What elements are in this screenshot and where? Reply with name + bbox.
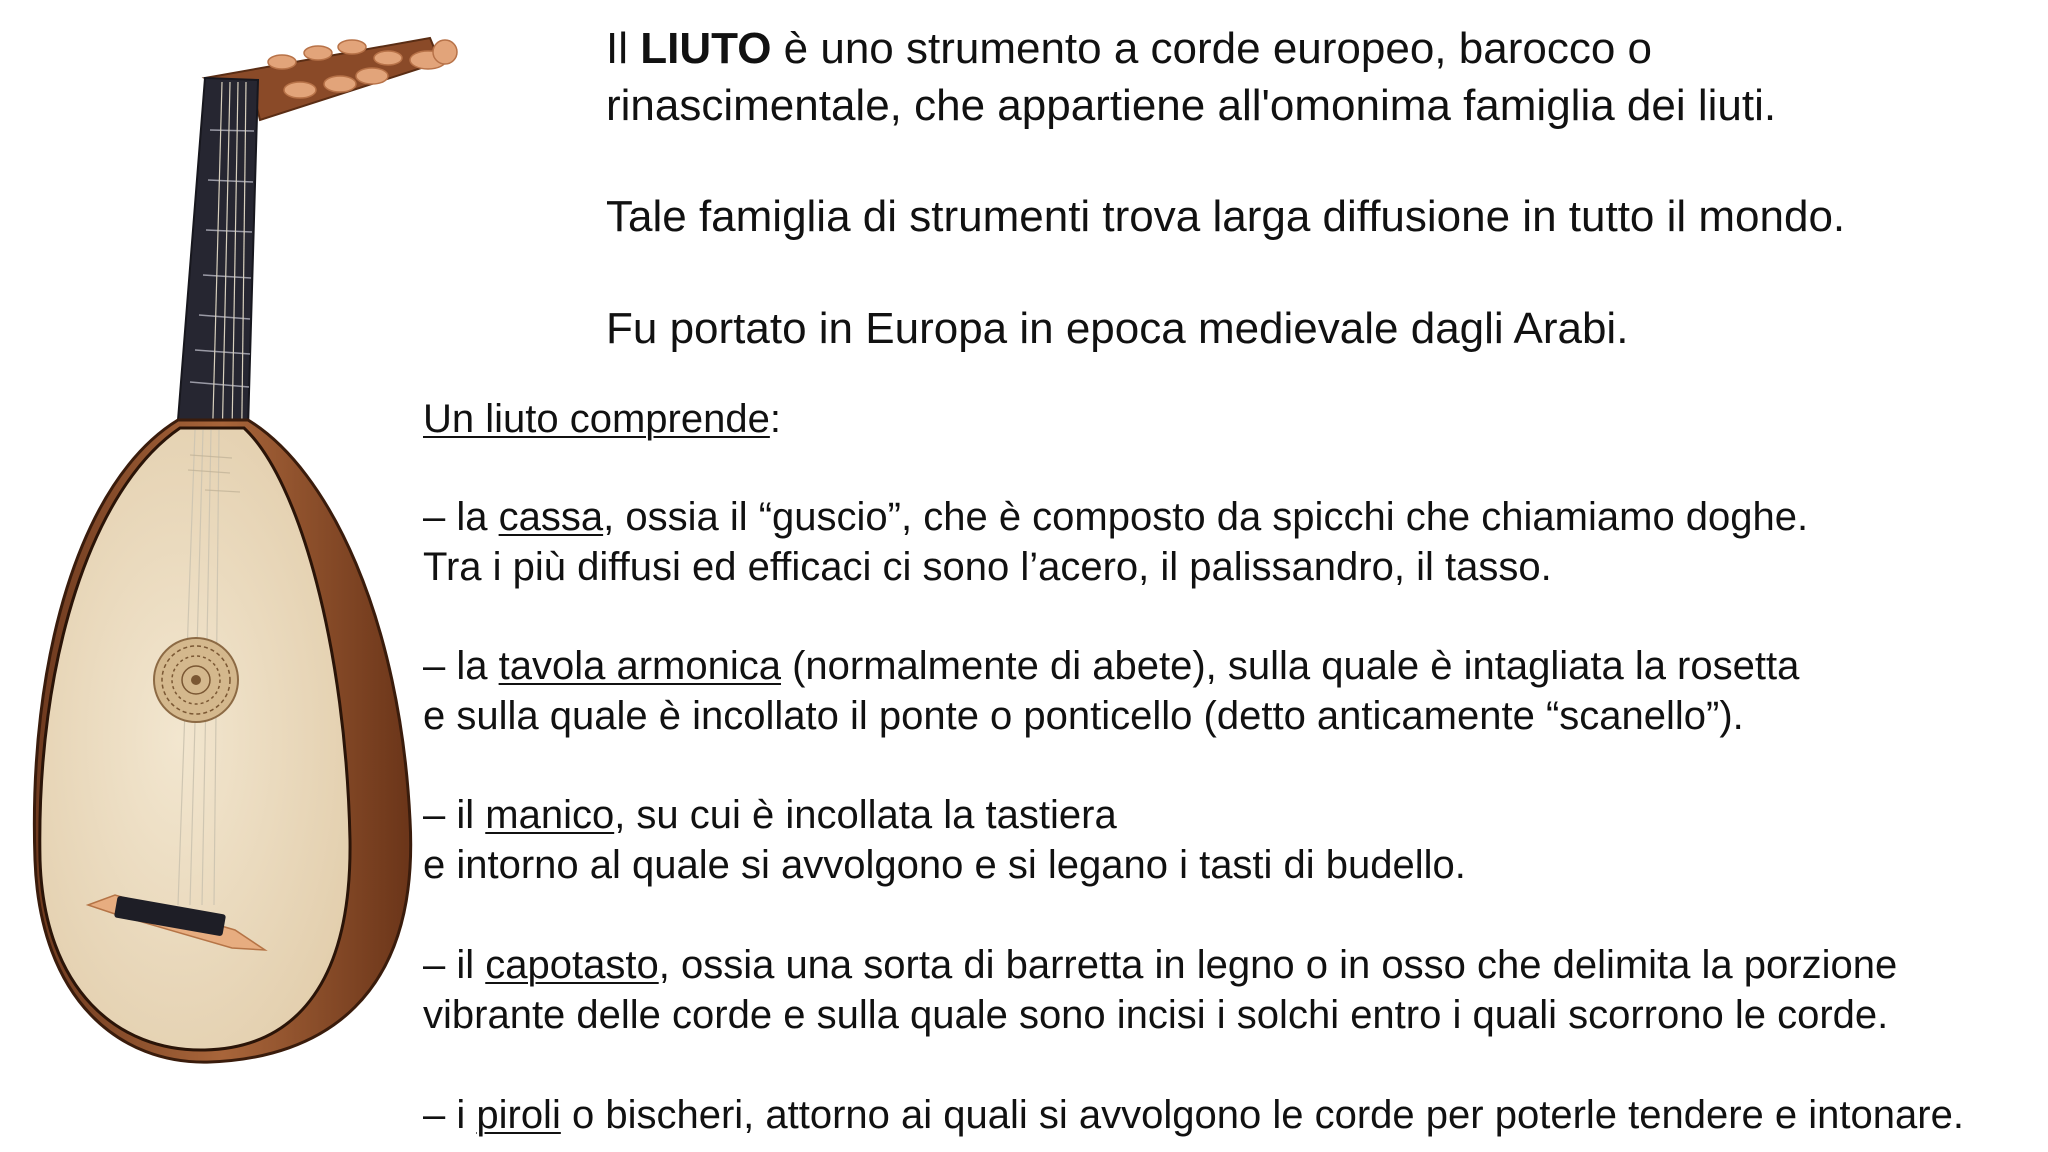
- item-term: tavola armonica: [498, 644, 781, 688]
- list-item-manico: [423, 790, 2023, 890]
- item-prefix: – la: [423, 644, 499, 688]
- intro-line1-rest: è uno strumento a corde europeo, barocco o: [771, 24, 1652, 73]
- intro-paragraph-1: [606, 20, 2006, 134]
- list-heading: [423, 393, 781, 445]
- list-item-tavola-armonica: [423, 641, 2023, 741]
- item-prefix: – il: [423, 793, 486, 837]
- lute-image: [0, 0, 470, 1080]
- item-text-line2: e intorno al quale si avvolgono e si legano i tasti di budello.: [423, 843, 1466, 887]
- intro-paragraph-3: Fu portato in Europa in epoca medievale dagli Arabi.: [606, 304, 1629, 353]
- item-text: , ossia una sorta di barretta in legno o in osso che delimita la porzione: [658, 943, 1898, 987]
- intro-line2: rinascimentale, che appartiene all'omonima famiglia dei liuti.: [606, 81, 1777, 130]
- item-term: manico: [485, 793, 615, 837]
- item-text: o bischeri, attorno ai quali si avvolgono le corde per poterle tendere e intonare.: [560, 1093, 1964, 1137]
- item-text: , su cui è incollata la tastiera: [614, 793, 1117, 837]
- intro-paragraph-2: Tale famiglia di strumenti trova larga diffusione in tutto il mondo.: [606, 192, 1846, 241]
- rosette: [154, 638, 238, 722]
- item-term: cassa: [498, 495, 604, 539]
- intro-title-bold: LIUTO: [640, 24, 772, 73]
- list-heading-colon: :: [769, 397, 781, 441]
- item-prefix: – la: [423, 495, 499, 539]
- list-heading-text: Un liuto comprende: [423, 397, 770, 441]
- item-term: capotasto: [485, 943, 659, 987]
- intro-prefix: Il: [606, 24, 641, 73]
- list-item-cassa: [423, 492, 2023, 592]
- list-item-piroli: [423, 1090, 2023, 1140]
- item-prefix: – il: [423, 943, 486, 987]
- item-text: , ossia il “guscio”, che è composto da spicchi che chiamiamo doghe.: [603, 495, 1809, 539]
- item-text-line2: vibrante delle corde e sulla quale sono incisi i solchi entro i quali scorrono le corde.: [423, 993, 1889, 1037]
- item-term: piroli: [476, 1093, 561, 1137]
- list-item-capotasto: [423, 940, 2023, 1040]
- item-prefix: – i: [423, 1093, 477, 1137]
- item-text-line2: Tra i più diffusi ed efficaci ci sono l’acero, il palissandro, il tasso.: [423, 545, 1552, 589]
- item-text: (normalmente di abete), sulla quale è intagliata la rosetta: [780, 644, 1800, 688]
- item-text-line2: e sulla quale è incollato il ponte o ponticello (detto anticamente “scanello”).: [423, 694, 1744, 738]
